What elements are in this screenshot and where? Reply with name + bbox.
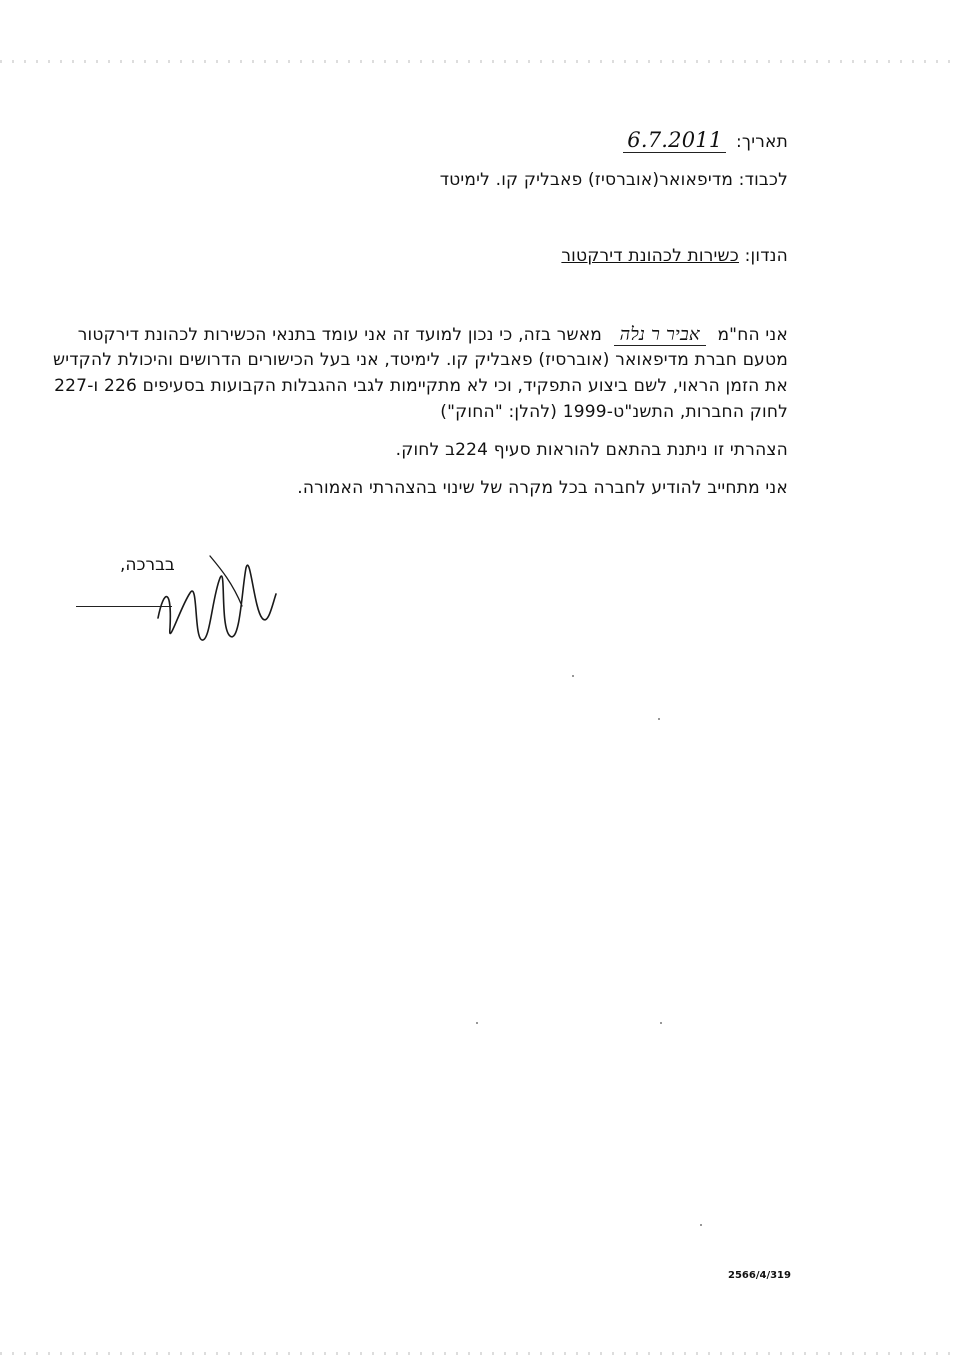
scan-noise-top	[0, 60, 960, 63]
date-row	[623, 128, 788, 153]
scan-speck	[700, 1224, 702, 1226]
scan-noise-bottom	[0, 1352, 960, 1355]
declaration-line-6: אני מתחייב להודיע לחברה בכל מקרה של שינוי בהצהרתי האמורה.	[297, 478, 788, 498]
declaration-line-1	[78, 324, 788, 346]
scan-speck	[476, 1022, 478, 1024]
declaration-line-2: מטעם חברת מדיפאואר (אוברסיז) פאבליק קו. לימיטד, אני בעל הכישורים הדרושים והיכולת להקדיש	[52, 350, 788, 370]
declaration-line-1-text: מאשר בזה, כי נכון למועד זה אני עומד בתנאי הכשירות לכהונת דירקטור	[77, 325, 603, 345]
subject-line	[561, 246, 788, 266]
date-label: תאריך:	[736, 132, 788, 152]
declaration-intro: אני הח"מ	[717, 325, 788, 345]
date-handwritten: 6.7.2011	[623, 128, 726, 153]
handwritten-name: אביר ר נלה	[614, 324, 706, 346]
closing-greeting: בברכה,	[120, 555, 175, 575]
scan-speck	[660, 1022, 662, 1024]
signature-icon	[150, 548, 280, 658]
declaration-line-3: את הזמן הראוי, לשם ביצוע התפקיד, וכי לא מתקיימות לגבי ההגבלות הקבועות בסעיפים 226 ו-227	[54, 376, 788, 396]
subject-label: הנדון:	[744, 246, 788, 266]
subject-text: כשירות לכהונת דירקטור	[561, 246, 739, 266]
declaration-line-4: לחוק החברות, התשנ"ט-1999 (להלן: "החוק")	[440, 402, 788, 422]
scan-speck	[572, 675, 574, 677]
recipient-line: לכבוד: מדיפאואר(אוברסיז) פאבליק קו. לימיטד	[439, 170, 788, 190]
scan-speck	[658, 718, 660, 720]
document-number: 2566/4/319	[728, 1270, 791, 1281]
declaration-line-5: הצהרתי זו ניתנת בהתאם להוראות סעיף 224ב לחוק.	[395, 440, 788, 460]
